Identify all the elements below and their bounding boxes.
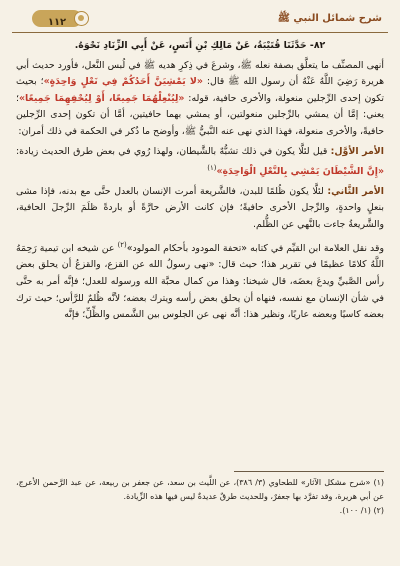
running-title: شرح شمائل النبي ﷺ (277, 13, 382, 24)
header-rule (12, 32, 388, 33)
paragraph-1b: ؛ بحيث تكون إحدى الرِّجلين منعولة، والأخرى حافية، قوله: (16, 76, 384, 104)
first-reason-label: الأمر الأوَّل: (330, 145, 384, 157)
footnotes (16, 476, 384, 518)
footnote-separator (234, 471, 384, 472)
hadith-text: حَدَّثَنَا قُتَيْبَةُ، عَنْ مَالِكِ بْنِ أَنَسٍ، عَنْ أَبِي الزِّنَادِ نَحْوَهُ. (74, 40, 307, 51)
page-header (12, 9, 388, 31)
second-reason-text: لئلَّا يكون ظُلمًا للبدن، فالشَّريعة أمرت الإنسان بالعدل حتَّى مع بدنه، فإذا مشى بنعلٍ واحدةٍ، والرِّجل الأخرى حافيةً؛ فإن كانت الأرض حارَّةً أو باردةً ظلَمَ الرِّجلَ الحافية، والشَّريعةُ جاءت بالنَّهي عن الظُّلم. (16, 185, 384, 231)
paragraph-1a: أنهى المصنِّف ما يتعلَّق بصفة نعله ﷺ، وشرعَ في ذِكرِ هديه ﷺ في لُبس النَّعل، فأورد حديث أبي هريرة رَضِيَ اللَّهُ عَنْهُ أن رسول الله ﷺ قال: (16, 59, 385, 88)
hadith-quote-1: «لا يَمْشِيَنَّ أَحَدُكُمْ فِي نَعْلٍ وَاحِدَةٍ» (43, 76, 203, 88)
paragraph-ibn-qayyim (16, 237, 384, 324)
hadith-quote-2: «لِيُنْعِلْهُمَا جَمِيعًا، أَوْ لِيُحْفِهِمَا جَمِيعًا» (18, 92, 185, 104)
hadith-number: ٨٢- (309, 40, 326, 51)
hadith-line (16, 38, 384, 55)
paragraph-explanation (16, 58, 384, 141)
paragraph-first-reason (16, 144, 384, 181)
first-reason-quote: «إِنَّ الشَّيْطَانَ يَمْشِي بِالنَّعْلِ الْوَاحِدَةِ» (216, 166, 384, 178)
rosette-ornament-icon (74, 11, 89, 26)
footnote-1: (١) «شرح مشكل الآثار» للطحاوي (٣/ ٣٨٦)، عن اللَّيث بن سعد، عن جعفر بن ربيعة، عن عبد الرَّحمن الأعرج، عن أبي هريرة، وقد تفرَّد بها جعفرٌ، وللحديث طرقٌ عديدةٌ ليس فيها هذه الزِّيادة. (16, 478, 384, 501)
first-reason-text: قيل لئلَّا يكون في ذلك تشبُّهٌ بالشَّيطان، ولهذا رُوي في بعض طرق الحديث زيادة: (16, 145, 331, 157)
footnote-ref-1: (١) (207, 164, 217, 173)
paragraph-second-reason (16, 184, 384, 234)
main-text (16, 38, 384, 327)
footnote-ref-2: (٢) (117, 240, 127, 249)
paragraph-1c: ؛ يعني: إمَّا أن يمشي بالرِّجلين منعولتين، أو يمشي بهما حافيتين، أمَّا أن تكون إحدى الرِّجلين حافيةً، والأخرى منعولة، فهذا الذي نهى عنه النَّبيُّ ﷺ، وأوضح ما ذُكر في الحكمة في ذلك أمران: (16, 92, 384, 137)
paragraph-4a: وقد نقل العلامة ابن القيِّم في كتابه «تحفة المودود بأحكام المولود» (126, 242, 384, 254)
paragraph-4b: عن شيخه ابن تيمية رَحِمَهُ اللَّهُ كلامًا عظيمًا في تقرير هذا؛ حيث قال: «نهى رسولُ الله عن القزع، والقزعُ أن يحلق بعض رأس الصَّبيِّ ويدعَ بعضَه، قال شيخنا: وهذا من كمال محبَّة الله ورسوله للعدل؛ فإنَّه أمر به حتَّى في شأن الإنسان مع نفسه، فنهاه أن يحلق بعض رأسه ويترك بعضه؛ لأنَّه ظُلمٌ للرَّأس؛ حيث ترك بعضه كاسيًا وبعضه عاريًا، ونظير هذا: أنَّه نهى عن الجلوس بين الشَّمس والظِّلِّ؛ فإنَّه (16, 242, 384, 321)
page-number: ١١٢ (47, 17, 67, 28)
footnote-2: (٢) (١/ ١٠٠). (339, 506, 384, 515)
second-reason-label: الأمر الثَّاني: (327, 185, 384, 197)
